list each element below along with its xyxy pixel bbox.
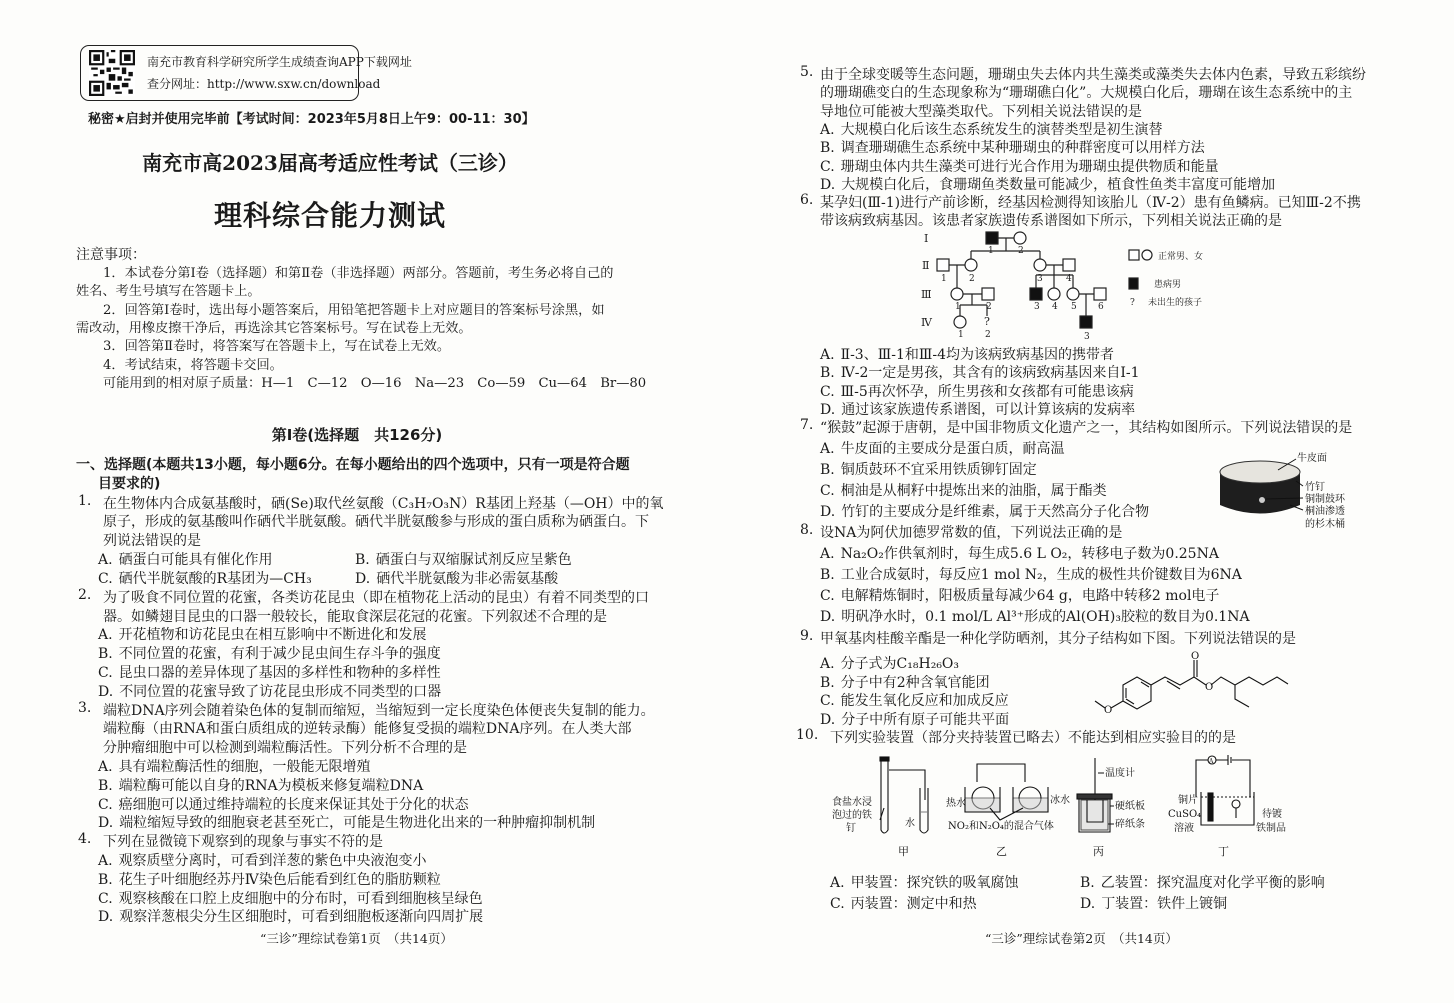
apparatus-ding — [1168, 755, 1286, 858]
id-label: 4 — [1066, 274, 1072, 284]
question-number: 1. — [78, 492, 92, 509]
pedigree-chart — [921, 232, 1203, 342]
option-label: B. — [98, 871, 113, 888]
option-text: 工业合成氨时，每反应1 mol N₂，生成的极性共价键数目为6NA — [840, 567, 1242, 583]
option-label: D. — [98, 909, 114, 926]
question-number: 3. — [78, 699, 92, 716]
nail-label: 食盐水浸 — [832, 797, 872, 808]
option-text: 端粒酶可能以自身的RNA为模板来修复端粒DNA — [118, 777, 424, 794]
note-line: 1．本试卷分第Ⅰ卷（选择题）和第Ⅱ卷（非选择题）两部分。答题前，考生务必将自己的 — [103, 266, 614, 281]
option-text: 硒蛋白与双缩脲试剂反应呈紫色 — [375, 551, 572, 568]
id-label: 2 — [986, 302, 992, 312]
question-stem-line: 的珊瑚礁变白的生态现象称为“珊瑚礁白化”。大规模白化后，珊瑚在该生态系统中的主 — [820, 85, 1353, 102]
option-label: C. — [820, 693, 835, 709]
question-stem-line: 在生物体内合成氨基酸时，硒(Se)取代丝氨酸（C₃H₇O₃N）R基团上羟基（—OH）中的氧 — [103, 495, 664, 512]
question-stem-line: 设NA为阿伏加德罗常数的值，下列说法正确的是 — [820, 525, 1123, 541]
molecule-structure — [1095, 651, 1288, 716]
id-label: 6 — [1098, 302, 1104, 312]
option-text: Na₂O₂作供氧剂时，每生成5.6 L O₂，转移电子数为0.25NA — [840, 546, 1219, 562]
legend-unknown-label: 未出生的孩子 — [1148, 298, 1203, 308]
page-footer: “三诊”理综试卷第2页 （共14页） — [985, 931, 1178, 946]
id-label: 3 — [1034, 302, 1040, 312]
question-stem-line: 原子，形成的氨基酸叫作硒代半胱氨酸。硒代半胱氨酸参与形成的蛋白质称为硒蛋白。下 — [103, 514, 649, 531]
question-stem-line: 列说法错误的是 — [103, 533, 201, 550]
option-text: 明矾净水时，0.1 mol/L Al³⁺形成的Al(OH)₃胶粒的数目为0.1NA — [841, 609, 1250, 625]
apparatus-bing — [1077, 758, 1145, 858]
male-symbol — [982, 288, 994, 300]
question-number: 2. — [78, 586, 92, 603]
option-label: C. — [98, 796, 113, 813]
copper-label: 铜片 — [1178, 795, 1198, 806]
notes-heading: 注意事项： — [76, 247, 146, 263]
question-stem-line: 端粒DNA序列会随着染色体的复制而缩短，当缩短到一定长度染色体便丧失复制的能力。 — [103, 702, 655, 719]
option-label: C. — [820, 588, 835, 604]
affected-male-symbol — [1030, 288, 1042, 300]
question-number: 8. — [800, 522, 814, 538]
atom-label: O — [1191, 651, 1200, 662]
option-text: 癌细胞可以通过维持端粒的长度来保证其处于分化的状态 — [118, 796, 469, 813]
id-label: 1 — [958, 330, 964, 340]
female-symbol — [951, 288, 963, 300]
id-label: 5 — [1071, 302, 1077, 312]
option-label: A. — [820, 441, 835, 457]
section-heading: 一、选择题(本题共13小题，每小题6分。在每小题给出的四个选项中，只有一项是符合题 — [76, 457, 630, 473]
app-download-text: 南充市教育科学研究所学生成绩查询APP下载网址 — [147, 55, 412, 69]
option-label: B. — [820, 140, 835, 157]
option-label: A. — [98, 551, 113, 568]
item-label: 待镀 — [1262, 809, 1282, 820]
drum-label: 的杉木桶 — [1305, 519, 1345, 530]
option-text: Ⅲ-5再次怀孕，所生男孩和女孩都有可能患该病 — [840, 383, 1134, 400]
question-stem-line: “猴鼓”起源于唐朝，是中国非物质文化遗产之一，其结构如图所示。下列说法错误的是 — [820, 420, 1353, 436]
id-label: 2 — [969, 274, 975, 284]
caption-jia: 甲 — [898, 845, 909, 858]
option-text: 分子中有2种含氧官能团 — [840, 674, 990, 691]
id-label: 2 — [1018, 246, 1024, 256]
option-label: D. — [98, 683, 114, 700]
id-label: 1 — [955, 302, 961, 312]
option-label: A. — [98, 627, 113, 644]
option-label: B. — [820, 462, 835, 478]
apparatus-jia — [832, 757, 928, 858]
option-label: A. — [820, 656, 835, 672]
question-stem-line: 带该病致病基因。该患者家族遗传系谱图如下所示，下列相关说法正确的是 — [820, 213, 1282, 230]
solution-label: CuSO₄ — [1168, 809, 1202, 820]
exam-time-line: 秘密★启封并使用完毕前【考试时间：2023年5月8日上午9：00-11：30】 — [88, 112, 535, 127]
nail-label: 钉 — [846, 823, 856, 834]
option-text: 观察洋葱根尖分生区细胞时，可看到细胞板逐渐向四周扩展 — [119, 909, 484, 926]
option-label: C. — [98, 890, 113, 907]
id-label: 1 — [988, 246, 994, 256]
option-label: D. — [355, 570, 371, 587]
hot-water-label: 热水 — [946, 798, 966, 809]
option-text: 端粒缩短导致的细胞衰老甚至死亡，可能是生物进化出来的一种肿瘤抑制机制 — [119, 815, 596, 832]
option-text: 大规模白化后，食珊瑚鱼类数量可能减少，植食性鱼类丰富度可能增加 — [841, 176, 1276, 193]
option-label: B. — [820, 674, 835, 691]
caption-yi: 乙 — [996, 845, 1007, 858]
id-label: 1 — [941, 274, 947, 284]
option-text: 昆虫口器的差异体现了基因的多样性和物种的多样性 — [118, 665, 441, 681]
option-text: 电解精炼铜时，阳极质量每减少64 g，电路中转移2 mol电子 — [840, 588, 1220, 604]
option-text: 丙装置：测定中和热 — [850, 896, 977, 912]
note-line: 姓名、考生号填写在答题卡上。 — [76, 284, 261, 300]
female-symbol — [954, 316, 966, 328]
note-line: 需改动，用橡皮擦干净后，再选涂其它答案标号。写在试卷上无效。 — [76, 320, 472, 336]
solution-label: 溶液 — [1174, 823, 1194, 834]
question-stem-line: 下列在显微镜下观察到的现象与事实不符的是 — [103, 834, 383, 851]
drum-label: 牛皮面 — [1297, 453, 1327, 464]
apparatus-yi — [946, 764, 1070, 858]
option-label: D. — [820, 504, 836, 520]
option-label: B. — [820, 567, 835, 583]
question-number: 6. — [800, 192, 814, 208]
option-text: 调查珊瑚礁生态系统中某种珊瑚虫的种群密度可以用样方法 — [840, 140, 1205, 157]
option-text: 牛皮面的主要成分是蛋白质，耐高温 — [840, 441, 1065, 457]
ice-water-label: 冰水 — [1050, 795, 1070, 806]
option-label: C. — [98, 665, 113, 681]
option-text: 丁装置：铁件上镀铜 — [1101, 896, 1228, 912]
legend-affected-label: 患病男 — [1154, 280, 1182, 290]
option-text: 通过该家族遗传系谱图，可以计算该病的发病率 — [841, 401, 1136, 418]
option-label: B. — [820, 365, 835, 382]
option-text: 铜质鼓环不宜采用铁质铆钉固定 — [840, 462, 1037, 478]
exam-title: 南充市高2023届高考适应性考试（三诊） — [142, 151, 518, 175]
option-label: A. — [820, 121, 835, 138]
gas-label: NO₂和N₂O₄的混合气体 — [948, 821, 1054, 832]
question-stem-line: 导地位可能被大型藻类取代。下列相关说法错误的是 — [820, 103, 1142, 120]
affected-male-symbol — [1080, 316, 1092, 328]
option-label: D. — [820, 176, 836, 193]
id-label: 3 — [1037, 274, 1043, 284]
gen-label: Ⅲ — [921, 288, 932, 301]
option-label: C. — [820, 483, 835, 499]
apparatus-figure — [832, 755, 1286, 858]
option-label: C. — [820, 158, 835, 175]
male-symbol — [1063, 259, 1075, 271]
question-stem-line: 下列实验装置（部分夹持装置已略去）不能达到相应实验目的的是 — [830, 730, 1236, 746]
board-label: 硬纸板 — [1115, 801, 1145, 812]
option-text: 不同位置的花蜜导致了访花昆虫形成不同类型的口器 — [119, 683, 442, 700]
question-stem-line: 甲氧基肉桂酸辛酯是一种化学防晒剂，其分子结构如下图。下列说法错误的是 — [820, 631, 1296, 647]
water-label: 水 — [905, 818, 915, 829]
option-label: C. — [98, 570, 113, 587]
option-label: A. — [830, 875, 845, 891]
option-text: 花生子叶细胞经苏丹Ⅳ染色后能看到红色的脂肪颗粒 — [118, 871, 441, 888]
question-number: 9. — [800, 628, 814, 644]
id-label: 4 — [1052, 302, 1058, 312]
question-stem-line: 端粒酶（由RNA和蛋白质组成的逆转录酶）能修复受损的端粒DNA序列。在人类大部 — [103, 721, 632, 738]
question-number: 4. — [78, 831, 92, 848]
option-text: 分子式为C₁₈H₂₆O₃ — [840, 656, 960, 672]
drum-label: 竹钉 — [1305, 482, 1325, 493]
atom-label: O — [1104, 705, 1113, 716]
question-number: 5. — [800, 64, 814, 80]
option-label: D. — [98, 815, 114, 832]
female-symbol — [1034, 259, 1046, 271]
caption-bing: 丙 — [1093, 845, 1104, 858]
note-line: 3．回答第Ⅱ卷时，将答案写在答题卡上，写在试卷上无效。 — [103, 339, 451, 355]
option-text: 能发生氧化反应和加成反应 — [840, 693, 1009, 709]
option-label: B. — [1080, 875, 1095, 891]
score-url-text: 查分网址：http://www.sxw.cn/download — [147, 77, 381, 91]
atom-label: O — [1205, 682, 1214, 693]
option-text: Ⅳ-2一定是男孩，其含有的该病致病基因来自Ⅰ-1 — [840, 365, 1140, 382]
option-label: A. — [820, 347, 835, 363]
item-label: 铁制品 — [1256, 823, 1286, 834]
option-text: 硒代半胱氨酸为非必需氨基酸 — [376, 570, 559, 587]
option-label: B. — [355, 551, 370, 568]
part1-title: 第Ⅰ卷(选择题 共126分) — [271, 426, 443, 444]
id-label: 2 — [985, 330, 991, 340]
question-stem-line: 由于全球变暖等生态问题，珊瑚虫失去体内共生藻类或藻类失去体内色素，导致五彩缤纷 — [820, 67, 1366, 83]
note-line: 可能用到的相对原子质量：H—1 C—12 O—16 Na—23 Co—59 Cu—64 Br—80 — [103, 375, 647, 391]
option-text: 具有端粒酶活性的细胞，一般能无限增殖 — [118, 759, 371, 775]
option-text: 大规模白化后该生态系统发生的演替类型是初生演替 — [840, 121, 1163, 138]
male-symbol — [937, 259, 949, 271]
nail-label: 泡过的铁 — [832, 810, 872, 821]
subject-title: 理科综合能力测试 — [213, 199, 446, 232]
gen-label: Ⅰ — [924, 232, 929, 245]
gen-label: Ⅱ — [922, 259, 930, 272]
option-label: C. — [820, 383, 835, 400]
female-symbol — [965, 259, 977, 271]
option-text: 观察质壁分离时，可看到洋葱的紫色中央液泡变小 — [118, 853, 427, 869]
thermometer-label: 温度计 — [1105, 768, 1135, 779]
option-text: 珊瑚虫体内共生藻类可进行光合作用为珊瑚虫提供物质和能量 — [840, 158, 1219, 175]
option-text: Ⅱ-3、Ⅲ-1和Ⅲ-4均为该病致病基因的携带者 — [840, 347, 1114, 363]
option-text: 甲装置：探究铁的吸氧腐蚀 — [850, 875, 1019, 891]
caption-ding: 丁 — [1218, 845, 1229, 858]
option-text: 不同位置的花蜜，有利于减少昆虫间生存斗争的强度 — [118, 646, 441, 663]
legend-unknown-mark: ? — [1130, 298, 1135, 308]
paper-label: 碎纸条 — [1115, 819, 1145, 830]
note-line: 4．考试结束，将答题卡交回。 — [103, 357, 283, 373]
question-number: 7. — [800, 417, 814, 433]
option-text: 分子中所有原子可能共平面 — [841, 711, 1010, 728]
option-label: D. — [820, 401, 836, 418]
section-heading: 目要求的) — [98, 476, 161, 492]
option-text: 竹钉的主要成分是纤维素，属于天然高分子化合物 — [841, 504, 1150, 520]
legend-female-symbol — [1142, 250, 1152, 260]
question-stem-line: 为了吸食不同位置的花蜜，各类访花昆虫（即在植物花上活动的昆虫）有着不同类型的口 — [103, 589, 649, 606]
question-stem-line: 某孕妇(Ⅲ-1)进行产前诊断，经基因检测得知该胎儿（Ⅳ-2）患有鱼鳞病。已知Ⅲ-2不携 — [820, 195, 1361, 211]
unknown-child-mark: ? — [984, 315, 990, 328]
question-stem-line: 分肿瘤细胞中可以检测到端粒酶活性。下列分析不合理的是 — [103, 740, 467, 757]
option-text: 乙装置：探究温度对化学平衡的影响 — [1100, 875, 1325, 891]
female-symbol — [1067, 288, 1079, 300]
gen-label: Ⅳ — [921, 316, 932, 329]
option-text: 开花植物和访花昆虫在相互影响中不断进化和发展 — [118, 627, 427, 644]
option-label: A. — [98, 853, 113, 869]
option-text: 观察核酸在口腔上皮细胞中的分布时，可看到细胞核呈绿色 — [118, 890, 483, 907]
option-label: D. — [1080, 896, 1096, 912]
ammeter-label: A — [1209, 758, 1214, 765]
female-symbol — [1014, 232, 1026, 244]
monkey-drum-figure — [1220, 451, 1346, 530]
option-label: C. — [830, 896, 845, 912]
drum-label: 桐油渗透 — [1305, 506, 1345, 517]
legend-affected-symbol — [1129, 278, 1138, 289]
option-label: B. — [98, 777, 113, 794]
affected-male-symbol — [986, 232, 998, 244]
option-text: 硒蛋白可能具有催化作用 — [118, 551, 273, 568]
question-number: 10. — [796, 727, 819, 743]
option-text: 桐油是从桐籽中提炼出来的油脂，属于酯类 — [840, 483, 1107, 499]
page-footer: “三诊”理综试卷第1页 （共14页） — [260, 931, 453, 946]
id-label: 3 — [1084, 332, 1090, 342]
male-symbol — [1094, 288, 1106, 300]
option-label: B. — [98, 646, 113, 663]
note-line: 2．回答第Ⅰ卷时，选出每小题答案后，用铅笔把答题卡上对应题目的答案标号涂黑，如 — [103, 302, 605, 318]
female-symbol — [1048, 288, 1060, 300]
option-label: A. — [820, 546, 835, 562]
legend-normal-label: 正常男、女 — [1158, 252, 1204, 262]
legend-male-symbol — [1129, 250, 1139, 260]
option-label: A. — [98, 759, 113, 775]
drum-label: 铜制鼓环 — [1305, 494, 1345, 505]
option-label: D. — [820, 609, 836, 625]
option-label: D. — [820, 711, 836, 728]
question-stem-line: 器。如鳞翅目昆虫的口器一般较长，能取食深层花冠的花蜜。下列叙述不合理的是 — [103, 608, 607, 625]
option-text: 硒代半胱氨酸的R基团为—CH₃ — [118, 570, 312, 587]
